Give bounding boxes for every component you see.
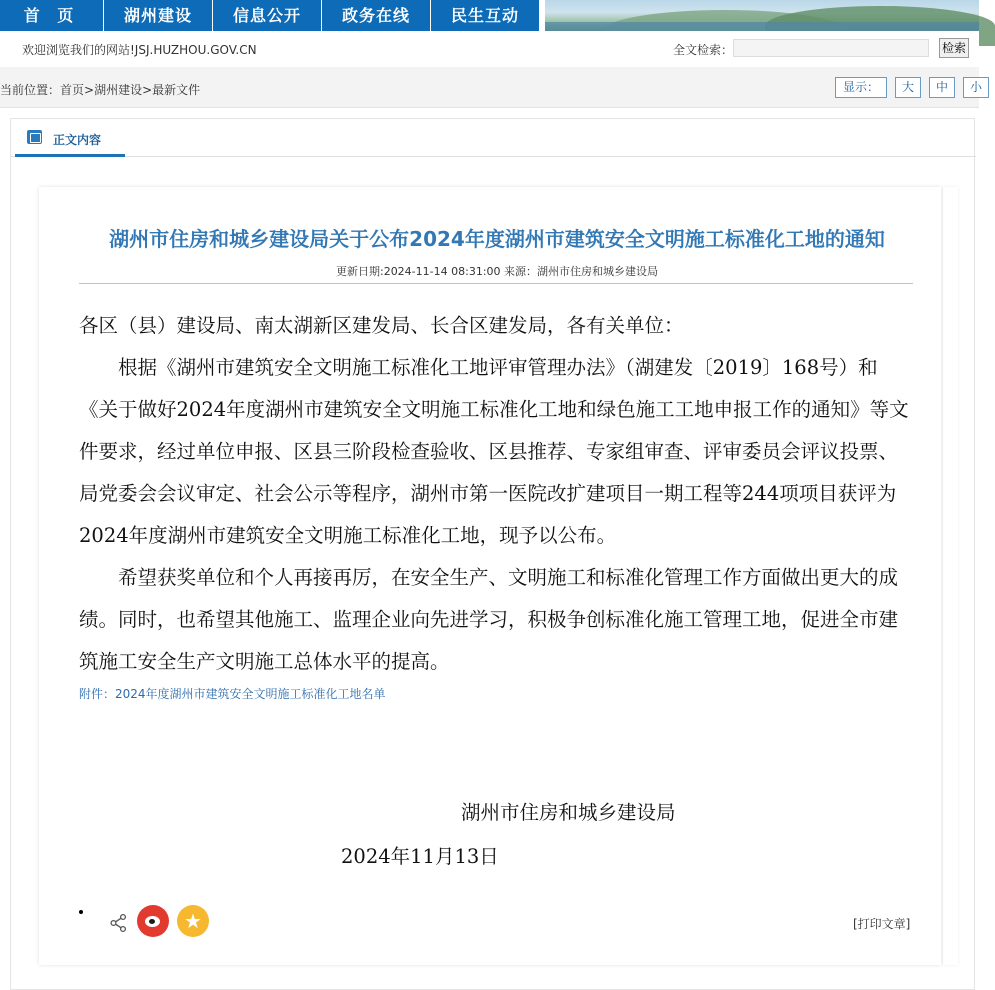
signature-organization: 湖州市住房和城乡建设局 [461,801,676,824]
print-article-link[interactable]: [打印文章] [853,917,911,931]
breadcrumb [0,81,200,98]
search-label: 全文检索： [673,43,734,57]
breadcrumb-latest-files[interactable]: 最新文件 [152,83,201,97]
welcome-bar [0,31,979,67]
search-button[interactable]: 检索 [939,38,969,58]
font-size-control [835,77,989,98]
content-frame [10,118,975,990]
weibo-icon[interactable] [137,905,169,937]
breadcrumb-prefix: 当前位置： [0,83,61,97]
header-banner-image [545,0,979,31]
breadcrumb-home[interactable]: 首页 [60,83,85,97]
document-icon [27,130,42,144]
attachment-link[interactable]: 附件：2024年度湖州市建筑安全文明施工标准化工地名单 [79,687,386,701]
share-icon[interactable] [109,913,129,933]
nav-item-huzhou-construction[interactable]: 湖州建设 [104,0,213,31]
nav-menu [0,0,540,31]
nav-item-home[interactable]: 首 页 [0,0,104,31]
article-body [79,305,913,683]
search-input[interactable] [733,39,929,57]
font-size-small-button[interactable]: 小 [963,77,989,98]
signature-date: 2024年11月13日 [341,845,499,868]
bullet-dot [79,910,83,914]
nav-item-government-online[interactable]: 政务在线 [322,0,431,31]
article-salutation: 各区（县）建设局、南太湖新区建发局、长合区建发局，各有关单位： [79,314,684,337]
breadcrumb-separator: > [84,83,95,97]
title-divider [79,283,913,284]
paper-edge [943,187,958,965]
breadcrumb-huzhou-construction[interactable]: 湖州建设 [94,83,143,97]
tab-label: 正文内容 [53,133,102,147]
nav-item-public-interaction[interactable]: 民生互动 [431,0,540,31]
nav-item-info-disclosure[interactable]: 信息公开 [213,0,322,31]
article-paragraph: 希望获奖单位和个人再接再厉，在安全生产、文明施工和标准化管理工作方面做出更大的成绩。同时，也希望其他施工、监理企业向先进学习，积极争创标准化施工管理工地，促进全市建筑施工安全生产文明施工总体水平的提高。 [79,566,899,673]
article-paragraph: 根据《湖州市建筑安全文明施工标准化工地评审管理办法》（湖建发〔2019〕168号）和《关于做好2024年度湖州市建筑安全文明施工标准化工地和绿色施工工地申报工作的通知》等文件要求，经过单位申报、区县三阶段检查验收、区县推荐、专家组审查、评审委员会评议投票、局党委会会议审定、社会公示等程序，湖州市第一医院改扩建项目一期工程等244项项目获评为2024年度湖州市建筑安全文明施工标准化工地，现予以公布。 [79,356,909,547]
breadcrumb-bar [0,67,982,108]
tab-bar [11,119,976,157]
font-size-label: 显示： [835,77,887,98]
welcome-text: 欢迎浏览我们的网站!JSJ.HUZHOU.GOV.CN [22,43,257,57]
article-title: 湖州市住房和城乡建设局关于公布2024年度湖州市建筑安全文明施工标准化工地的通知 [109,227,885,251]
article-meta: 更新日期:2024-11-14 08:31:00 来源：湖州市住房和城乡建设局 [335,265,659,278]
breadcrumb-separator: > [142,83,153,97]
qzone-icon[interactable]: ★ [177,905,209,937]
font-size-large-button[interactable]: 大 [895,77,921,98]
article-panel [39,187,941,965]
top-navigation [0,0,979,31]
tab-main-content[interactable] [15,119,125,157]
font-size-medium-button[interactable]: 中 [929,77,955,98]
